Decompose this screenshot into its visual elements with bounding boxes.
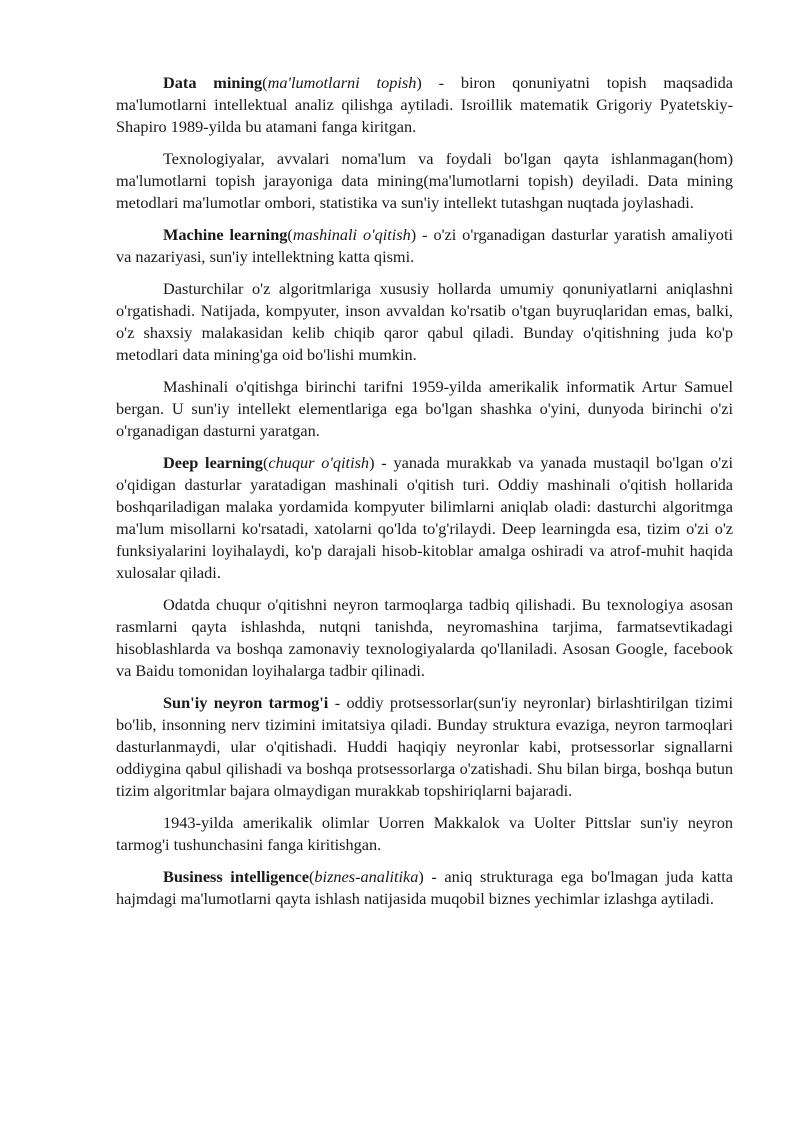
paragraph-1943 [116, 812, 733, 856]
paren-open: ( [308, 867, 315, 886]
term-machine-learning: Machine learning [163, 225, 288, 244]
definition-business-intelligence: - aniq strukturaga ega bo'lmagan juda katta hajmdagi ma'lumotlarni qayta ishlash natijasida muqobil biznes yechimlar izlashga aytiladi. [116, 867, 733, 908]
term-neural-network: Sun'iy neyron tarmog'i [163, 693, 329, 712]
paren-open: ( [287, 225, 293, 244]
paragraph-samuel [116, 376, 733, 442]
paren-open: ( [262, 453, 269, 472]
term-business-intelligence: Business intelligence [163, 867, 309, 886]
paren-close: ) [410, 225, 417, 244]
paragraph-deep-learning [116, 452, 733, 584]
paragraph-technologies [116, 148, 733, 214]
paragraph-text: Texnologiyalar, avvalari noma'lum va foydali bo'lgan qayta ishlanmagan(hom) ma'lumotlarni topish jarayoniga data mining(ma'lumotlarni topish) deyiladi. Data mining metodlari ma'lumotlar ombori, statistika va sun'iy intellekt tutashgan nuqtada joylashadi. [116, 149, 733, 212]
paragraph-neural-network [116, 692, 733, 802]
term-deep-learning: Deep learning [163, 453, 263, 472]
gloss-business-intelligence: biznes-analitika [314, 867, 419, 886]
paragraph-business-intelligence [116, 866, 733, 910]
paren-open: ( [262, 73, 268, 92]
gloss-machine-learning: mashinali o'qitish [292, 225, 411, 244]
gloss-data-mining: ma'lumotlarni topish [267, 73, 417, 92]
definition-data-mining: - biron qonuniyatni topish maqsadida ma'lumotlarni intellektual analiz qilishga aytiladi. Isroillik matematik Grigoriy Pyatetskiy-Shapiro 1989-yilda bu atamani fanga kiritgan. [116, 73, 733, 136]
paren-close: ) [416, 73, 422, 92]
paragraph-text: 1943-yilda amerikalik olimlar Uorren Makkalok va Uolter Pittslar sun'iy neyron tarmog'i tushunchasini fanga kiritishgan. [116, 813, 733, 854]
gloss-deep-learning: chuqur o'qitish [268, 453, 370, 472]
definition-neural-network: - oddiy protsessorlar(sun'iy neyronlar) birlashtirilgan tizimi bo'lib, insonning nerv tizimini imitatsiya qiladi. Bunday struktura evaziga, neyron tarmoqlari dasturlanmaydi, ular o'qitishadi. Huddi haqiqiy neyronlar kabi, protsessorlar signallarni oddiygina qabul qilishadi va boshqa protsessorlarga o'zatishadi. Shu bilan birga, boshqa butun tizim algoritmlar bajara olmaydigan murakkab topshiriqlarni bajaradi. [116, 693, 733, 800]
paragraph-text: Dasturchilar o'z algoritmlariga xususiy hollarda umumiy qonuniyatlarni aniqlashni o'rgatishadi. Natijada, kompyuter, inson avvaldan ko'rsatib o'tgan buyruqlaridan emas, balki, o'z shaxsiy malakasidan kelib chiqib qaror qabul qiladi. Bunday o'qitishning juda ko'p metodlari data mining'ga oid bo'lishi mumkin. [116, 279, 733, 364]
definition-machine-learning: - o'zi o'rganadigan dasturlar yaratish amaliyoti va nazariyasi, sun'iy intellektning katta qismi. [116, 225, 733, 266]
paren-close: ) [369, 453, 375, 472]
definition-deep-learning: - yanada murakkab va yanada mustaqil bo'lgan o'zi o'qidigan dasturlar yaratadigan mashinali o'qitish turi. Oddiy mashinali o'qitish hollarida boshqariladigan malaka yordamida kompyuter bilimlarni aniqlab oladi: dasturchi algoritmga ma'lum misollarni ko'rsatadi, xatolarni qo'lda to'g'rilaydi. Deep learningda esa, tizim o'zi o'z funksiyalarini loyihalaydi, ko'p darajali hisob-kitoblar amalga oshiradi va atrof-muhit haqida xulosalar qiladi. [116, 453, 733, 582]
paragraph-neural-applications [116, 594, 733, 682]
paragraph-text: Odatda chuqur o'qitishni neyron tarmoqlarga tadbiq qilishadi. Bu texnologiya asosan rasmlarni qayta ishlashda, nutqni tanishda, neyromashina tarjima, farmatsevtikadagi hisoblashlarda va boshqa zamonaviy texnologiyalarda qo'llaniladi. Asosan Google, facebook va Baidu tomonidan loyihalarga tadbir qilinadi. [116, 595, 733, 680]
paren-close: ) [418, 867, 424, 886]
paragraph-machine-learning [116, 224, 733, 268]
document-page [116, 72, 733, 920]
paragraph-data-mining [116, 72, 733, 138]
paragraph-programmers [116, 278, 733, 366]
paragraph-text: Mashinali o'qitishga birinchi tarifni 1959-yilda amerikalik informatik Artur Samuel bergan. U sun'iy intellekt elementlariga ega bo'lgan shashka o'yini, dunyoda birinchi o'zi o'rganadigan dasturni yaratgan. [116, 377, 733, 440]
term-data-mining: Data mining [163, 73, 263, 92]
